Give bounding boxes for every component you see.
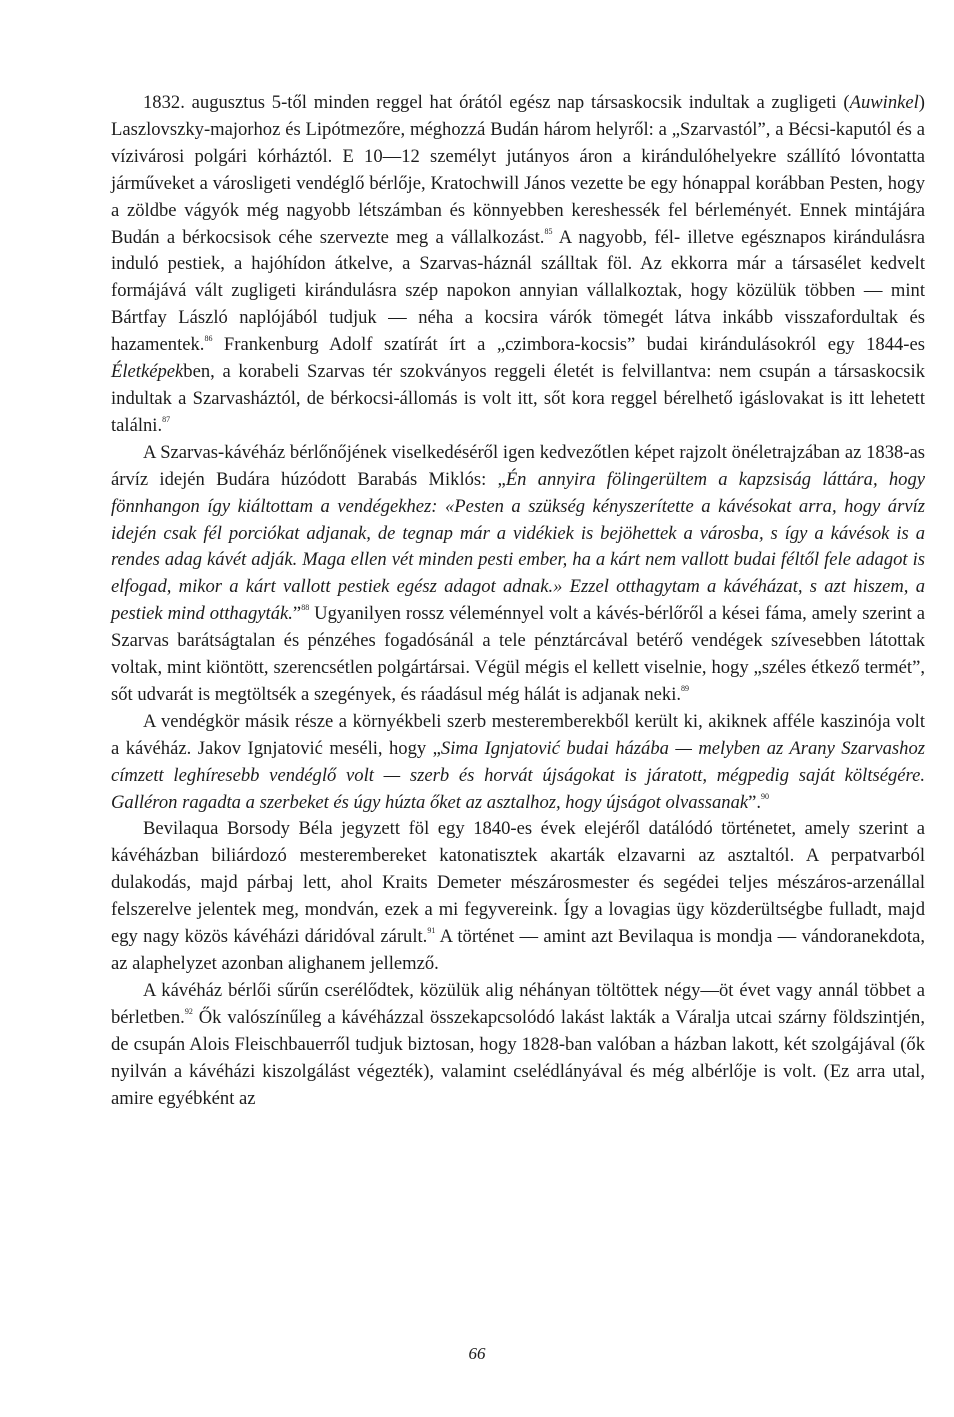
paragraph-5 — [111, 978, 925, 1113]
text-run: A nagyobb, fél- illetve egésznapos kirándulásra induló pestiek, a hajóhídon átkelve, a Szarvas-háznál szálltak föl. Az ekkorra már a társasélet kedvelt formájává vált zugligeti kirándulásra szép napokon annyian vállalkoztak, hogy közülük többen — mint Bártfay László naplójából tudjuk — néha a kocsira várók tömegét látva inkább visszafordultak és hazamentek. — [111, 226, 925, 356]
italic-quote: Én annyira fölingerültem a kapzsiság láttára, hogy fönnhangon így kiáltottam a vendégekhez: «Pesten a szükség kényszerítette a kávésokat arra, hogy árvíz idején csak fél porciókat adjanak, de tegnap már a vidékiek is bejöhettek a városba, s így a kávésok is a rendes adag kávét adják. Maga ellen vét minden pesti ember, ha a kárt nem vallott budai féltől fele adagot is elfogad, mikor a kárt vallott pestiek egész adagot adnak.» Ezzel otthagytam a kávéházat, s azt hiszem, a pestiek mind otthagyták. — [111, 468, 925, 625]
footnote-ref-92: 92 — [184, 1006, 193, 1016]
footnote-ref-90: 90 — [761, 791, 770, 801]
text-run: ” — [292, 603, 302, 625]
text-run: A történet — amint azt Bevilaqua is mondja — vándoranekdota, az alaphelyzet azonban alighanem jellemző. — [111, 926, 925, 974]
footnote-ref-89: 89 — [681, 683, 690, 693]
page-number: 66 — [468, 1344, 486, 1363]
paragraph-1 — [111, 90, 925, 440]
text-run: ) Laszlovszky-majorhoz és Lipótmezőre, méghozzá Budán három helyről: a „Szarvastól”, a Bécsi-kaputól és a vízivárosi polgári kórháztól. E 10—12 személyt jutányos áron a kirándulóhelyekre szállító lóvontatta járműveket a városligeti vendéglő bérlője, Kratochwill János vezette be egy hónappal korábban Pesten, hogy a zöldbe vágyók még nagyobb létszámban és könnyebben kereshessék fel bérleményét. Ennek mintájára Budán a bérkocsisok céhe szervezte meg a vállalkozást. — [111, 92, 925, 248]
text-run: 1832. augusztus 5-től minden reggel hat órától egész nap társaskocsik indultak a zugligeti ( — [143, 92, 850, 113]
text-run: Ők valószínűleg a kávéházzal összekapcsolódó lakást lakták a Váralja utcai szárny földszintjén, de csupán Alois Fleischbauerről tudjuk biztosan, hogy 1828-ban valóban a házban lakott, két szolgájával (ők nyilván a kávéházi kiszolgálást végezték), valamint cselédlányával és még albérlője is volt. (Ez arra utal, amire egyébként az — [111, 1006, 925, 1109]
text-run: Bevilaqua Borsody Béla jegyzett föl egy 1840-es évek elejéről datálódó történetet, amely szerint a kávéházban biliárdozó mesterembereket katonatisztek akarták elzavarni az asztaltól. A perpatvarból dulakodás, majd párbaj lett, ahol Kraits Demeter mészárosmester és segédei teljes mészáros-arzenállal felszerelve jelentek meg, mondván, ezek a mi fegyvereink. Így a lovagias ügy közderültségbe fulladt, majd egy nagy közös kávéházi dáridóval zárult. — [111, 818, 925, 948]
text-run: A Szarvas-kávéház bérlőnőjének viselkedéséről igen kedvezőtlen képet rajzolt önéletrajzában az 1838-as árvíz idején Budára húzódott Barabás Miklós: „ — [111, 441, 925, 490]
paragraph-2 — [111, 440, 925, 709]
text-run: ben, a korabeli Szarvas tér szokványos reggeli életét is felvillantva: nem csupán a társaskocsik indultak a Szarvasháztól, de bérkocsi-állomás is volt itt, sőt kora reggel bérelhető igáslovakat is itt lehetett találni. — [111, 361, 925, 436]
paragraph-3 — [111, 709, 925, 817]
italic-term: Auwinkel — [849, 92, 919, 113]
footnote-ref-91: 91 — [427, 926, 436, 936]
footnote-ref-87: 87 — [162, 414, 171, 424]
text-run: A kávéház bérlői sűrűn cserélődtek, közülük alig néhányan töltöttek négy—öt évet vagy annál többet a bérletben. — [111, 979, 925, 1028]
footnote-ref-85: 85 — [544, 226, 553, 236]
paragraph-4 — [111, 816, 925, 977]
italic-title: Életképek — [111, 361, 184, 383]
text-run: Frankenburg Adolf szatírát írt a „czimbora-kocsis” budai kirándulásokról egy 1844-es — [212, 334, 925, 356]
footnote-ref-88: 88 — [301, 603, 310, 613]
text-run: ”. — [748, 791, 762, 813]
footnote-ref-86: 86 — [204, 334, 213, 344]
body-text — [111, 90, 925, 1112]
text-run: Ugyanilyen rossz véleménnyel volt a kávés-bérlőről a kései fáma, amely szerint a Szarvas barátságtalan és pénzéhes fogadósánál a tele pénztárcával betérő vendégek szívesebben látottak voltak, mint kiöntött, szerencsétlen polgártársai. Végül mégis el kellett viselnie, hogy „széles étkező termét”, sőt udvarát is megtöltsék a szegények, és ráadásul még hálát is adjanak neki. — [111, 603, 925, 705]
italic-quote: Sima Ignjatović budai házába — melyben az Arany Szarvashoz címzett leghíresebb vendéglő volt — szerb és horvát újságokat is járatott, mégpedig saját költségére. Galléron ragadta a szerbeket és úgy húzta őket az asztalhoz, hogy újságot olvassanak — [111, 737, 925, 813]
text-run: A vendégkör másik része a környékbeli szerb mesteremberekből került ki, akiknek afféle kaszinója volt a kávéház. Jakov Ignjatović meséli, hogy „ — [111, 710, 925, 759]
